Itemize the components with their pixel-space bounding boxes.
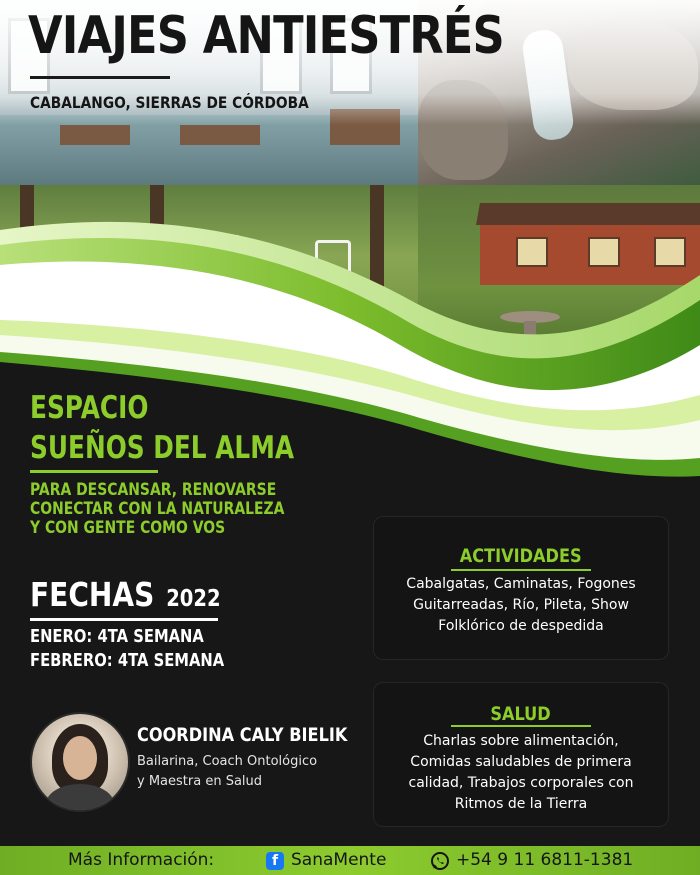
activities-box	[374, 517, 668, 659]
space-name	[30, 388, 294, 468]
date-row-january: ENERO: 4TA SEMANA	[30, 626, 204, 647]
footer-bar	[0, 846, 700, 875]
tagline-line: Y CON GENTE COMO VOS	[30, 518, 226, 538]
coordinator-role-line: y Maestra en Salud	[137, 774, 263, 789]
coordinator-role	[137, 752, 317, 792]
activities-line: Folklórico de despedida	[438, 618, 604, 634]
activities-list	[374, 574, 668, 637]
health-line: calidad, Trabajos corporales con	[408, 775, 634, 791]
space-name-underline	[30, 470, 158, 473]
dates-underline	[30, 618, 218, 621]
dates-label: FECHAS	[30, 575, 155, 614]
whatsapp-icon[interactable]	[430, 851, 450, 871]
phone-number-link[interactable]: +54 9 11 6811-1381	[456, 850, 634, 870]
space-name-line: SUEÑOS DEL ALMA	[30, 430, 295, 466]
health-list	[374, 731, 668, 815]
health-box	[374, 683, 668, 826]
tagline	[30, 481, 284, 538]
poster-title: VIAJES ANTIESTRÉS	[28, 6, 504, 66]
date-row-february: FEBRERO: 4TA SEMANA	[30, 650, 225, 671]
tagline-line: PARA DESCANSAR, RENOVARSE	[30, 480, 277, 500]
activities-underline	[451, 569, 591, 571]
dates-year: 2022	[166, 586, 221, 612]
dates-heading	[30, 575, 221, 614]
health-line: Ritmos de la Tierra	[454, 796, 588, 812]
coordinator-name: COORDINA CALY BIELIK	[137, 724, 348, 746]
coordinator-photo	[30, 712, 130, 812]
activities-line: Cabalgatas, Caminatas, Fogones	[406, 576, 636, 592]
health-title: SALUD	[490, 703, 552, 725]
footer-info-label: Más Información:	[68, 850, 215, 870]
activities-line: Guitarreadas, Río, Pileta, Show	[413, 597, 629, 613]
title-underline	[30, 76, 170, 79]
tagline-line: CONECTAR CON LA NATURALEZA	[30, 499, 285, 519]
facebook-icon[interactable]: f	[266, 852, 284, 870]
health-line: Charlas sobre alimentación,	[423, 733, 619, 749]
activities-title: ACTIVIDADES	[460, 545, 582, 567]
space-name-line: ESPACIO	[30, 390, 149, 426]
facebook-handle-link[interactable]: SanaMente	[291, 850, 387, 870]
health-line: Comidas saludables de primera	[410, 754, 632, 770]
location-subtitle: CABALANGO, SIERRAS DE CÓRDOBA	[30, 93, 309, 112]
coordinator-role-line: Bailarina, Coach Ontológico	[137, 754, 318, 769]
health-underline	[451, 725, 591, 727]
